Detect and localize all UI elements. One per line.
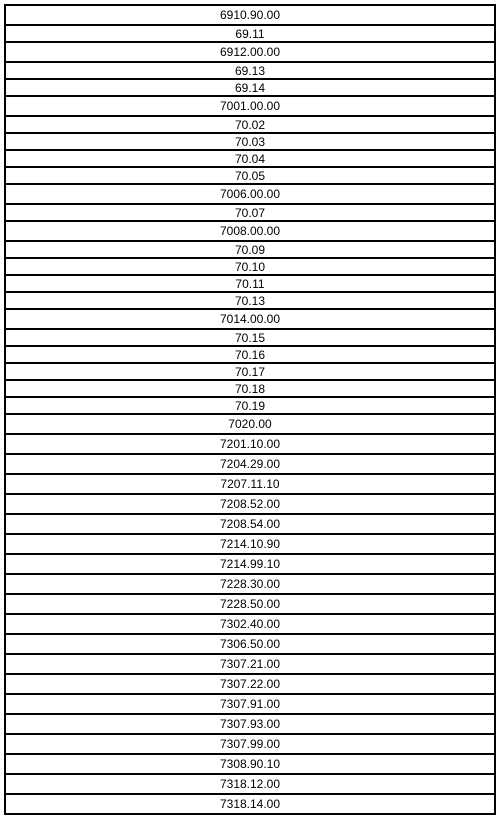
table-row bbox=[5, 494, 495, 514]
table-row bbox=[5, 454, 495, 474]
code-cell: 7008.00.00 bbox=[5, 221, 495, 241]
code-cell: 7318.12.00 bbox=[5, 774, 495, 794]
table-row bbox=[5, 221, 495, 241]
table-row bbox=[5, 654, 495, 674]
table-row bbox=[5, 116, 495, 133]
code-cell: 7207.11.10 bbox=[5, 474, 495, 494]
table-row bbox=[5, 184, 495, 204]
table-row bbox=[5, 5, 495, 25]
code-cell: 7308.90.10 bbox=[5, 754, 495, 774]
table-row bbox=[5, 734, 495, 754]
code-cell: 7228.50.00 bbox=[5, 594, 495, 614]
table-row bbox=[5, 574, 495, 594]
table-row bbox=[5, 774, 495, 794]
code-cell: 70.04 bbox=[5, 150, 495, 167]
code-cell: 7307.22.00 bbox=[5, 674, 495, 694]
table-row bbox=[5, 62, 495, 79]
table-row bbox=[5, 594, 495, 614]
table-row bbox=[5, 133, 495, 150]
code-cell: 6910.90.00 bbox=[5, 5, 495, 25]
table-row bbox=[5, 241, 495, 258]
code-cell: 70.10 bbox=[5, 258, 495, 275]
table-row bbox=[5, 275, 495, 292]
table-row bbox=[5, 634, 495, 654]
table-row bbox=[5, 714, 495, 734]
code-cell: 7014.00.00 bbox=[5, 309, 495, 329]
code-cell: 70.17 bbox=[5, 363, 495, 380]
code-cell: 70.16 bbox=[5, 346, 495, 363]
code-cell: 70.11 bbox=[5, 275, 495, 292]
table-row bbox=[5, 397, 495, 414]
code-cell: 7302.40.00 bbox=[5, 614, 495, 634]
code-cell: 70.13 bbox=[5, 292, 495, 309]
table-row bbox=[5, 42, 495, 62]
code-cell: 7201.10.00 bbox=[5, 434, 495, 454]
code-cell: 69.14 bbox=[5, 79, 495, 96]
table-row bbox=[5, 474, 495, 494]
code-cell: 7001.00.00 bbox=[5, 96, 495, 116]
table-row bbox=[5, 167, 495, 184]
table-row bbox=[5, 514, 495, 534]
table-row bbox=[5, 694, 495, 714]
code-cell: 7006.00.00 bbox=[5, 184, 495, 204]
code-cell: 7208.52.00 bbox=[5, 494, 495, 514]
code-cell: 7214.99.10 bbox=[5, 554, 495, 574]
code-cell: 69.13 bbox=[5, 62, 495, 79]
code-cell: 7228.30.00 bbox=[5, 574, 495, 594]
code-cell: 7318.14.00 bbox=[5, 794, 495, 814]
code-cell: 7306.50.00 bbox=[5, 634, 495, 654]
table-row bbox=[5, 754, 495, 774]
code-cell: 70.07 bbox=[5, 204, 495, 221]
table-row bbox=[5, 258, 495, 275]
code-cell: 7307.91.00 bbox=[5, 694, 495, 714]
table-row bbox=[5, 346, 495, 363]
table-row bbox=[5, 614, 495, 634]
table-row bbox=[5, 204, 495, 221]
table-row bbox=[5, 674, 495, 694]
table-row bbox=[5, 309, 495, 329]
table-row bbox=[5, 150, 495, 167]
code-cell: 70.15 bbox=[5, 329, 495, 346]
code-cell: 7204.29.00 bbox=[5, 454, 495, 474]
tariff-code-rows bbox=[5, 5, 495, 814]
code-cell: 70.19 bbox=[5, 397, 495, 414]
code-cell: 70.18 bbox=[5, 380, 495, 397]
table-row bbox=[5, 414, 495, 434]
table-row bbox=[5, 292, 495, 309]
table-row bbox=[5, 794, 495, 814]
table-row bbox=[5, 79, 495, 96]
code-cell: 7307.93.00 bbox=[5, 714, 495, 734]
tariff-code-table bbox=[4, 4, 496, 815]
code-cell: 70.05 bbox=[5, 167, 495, 184]
table-row bbox=[5, 434, 495, 454]
table-row bbox=[5, 380, 495, 397]
code-cell: 69.11 bbox=[5, 25, 495, 42]
table-row bbox=[5, 329, 495, 346]
code-cell: 7307.99.00 bbox=[5, 734, 495, 754]
code-cell: 70.02 bbox=[5, 116, 495, 133]
code-cell: 7307.21.00 bbox=[5, 654, 495, 674]
code-cell: 7214.10.90 bbox=[5, 534, 495, 554]
code-cell: 70.03 bbox=[5, 133, 495, 150]
table-row bbox=[5, 363, 495, 380]
code-cell: 7208.54.00 bbox=[5, 514, 495, 534]
table-row bbox=[5, 96, 495, 116]
code-cell: 7020.00 bbox=[5, 414, 495, 434]
table-row bbox=[5, 534, 495, 554]
code-cell: 6912.00.00 bbox=[5, 42, 495, 62]
table-row bbox=[5, 554, 495, 574]
table-row bbox=[5, 25, 495, 42]
code-cell: 70.09 bbox=[5, 241, 495, 258]
